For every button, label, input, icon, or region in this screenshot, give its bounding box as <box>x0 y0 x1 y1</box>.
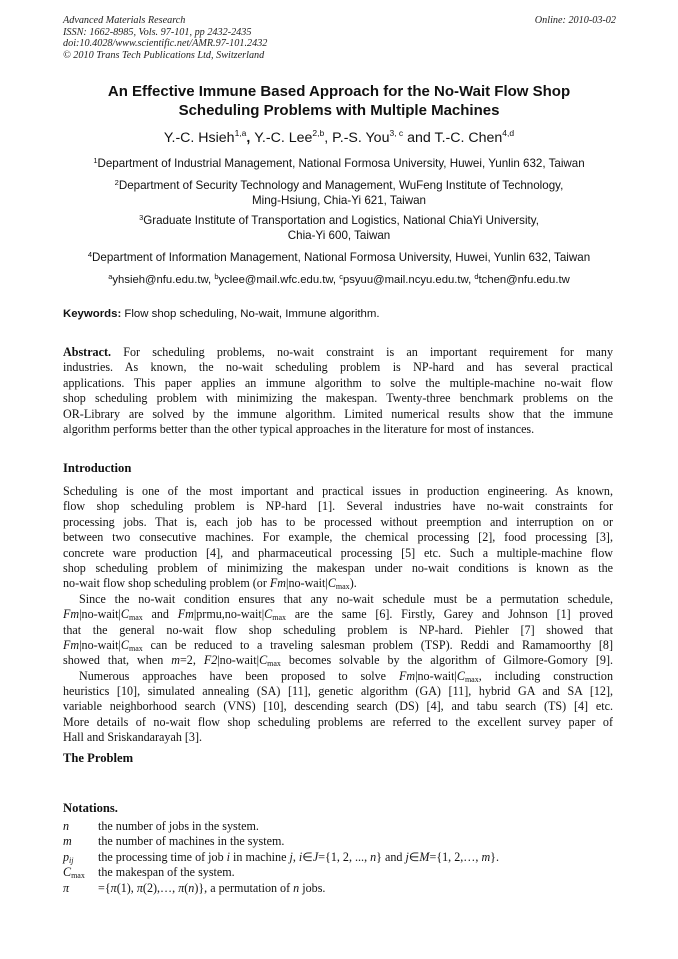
text-run: |no-wait| <box>79 637 121 652</box>
math-symbol: C <box>327 576 336 591</box>
math-symbol: m <box>171 653 180 668</box>
math-symbol: p <box>63 849 70 864</box>
author-sep: , <box>246 130 255 146</box>
text-run: ( <box>184 880 189 895</box>
affiliation-number: 3 <box>139 213 144 222</box>
online-date: Online: 2010-03-02 <box>534 15 616 26</box>
math-symbol: n <box>188 880 195 895</box>
author-name: Y.-C. Hsieh <box>163 130 235 146</box>
author-name: T.-C. Chen <box>434 130 503 146</box>
math-symbol: π <box>178 880 185 895</box>
body-line: variable neighborhood search (VNS) [10], descending search (DS) [4], and tabu search (TS) [4] etc. <box>63 699 613 714</box>
notation-row <box>63 881 623 896</box>
text-run: ∈ <box>302 849 313 864</box>
journal-name: Advanced Materials Research <box>63 15 186 26</box>
math-symbol: C <box>120 607 129 622</box>
notation-description <box>98 881 325 896</box>
math-symbol: C <box>456 668 465 683</box>
math-symbol: C <box>259 653 268 668</box>
body-line: shop scheduling problem of minimizing the makespan under no-wait conditions is known as the <box>63 560 613 575</box>
math-subscript: max <box>71 871 85 881</box>
math-symbol: m <box>481 849 491 864</box>
body-line: Since the no-wait condition ensures that any no-wait schedule must be a permutation schedule, <box>79 591 613 606</box>
affiliation-3 <box>40 214 638 243</box>
author-sep: and <box>403 130 435 146</box>
math-symbol: C <box>120 637 129 652</box>
body-line: that the general no-wait flow shop scheduling problem is NP-hard. Piehler [7] showed that <box>63 622 613 637</box>
title-line-1: An Effective Immune Based Approach for the No-Wait Flow Shop <box>107 83 571 100</box>
introduction-body <box>63 484 613 746</box>
author-sep: , <box>324 130 333 146</box>
abstract-line: OR-Library are solved by the immune algorithm. Limited numerical results show that the immune <box>63 406 613 421</box>
text-run: )}, a permutation of <box>194 880 294 895</box>
notation-symbol <box>63 850 74 865</box>
text-run: , <box>292 849 299 864</box>
math-symbol: n <box>293 880 300 895</box>
text-run: are the same [6]. Firstly, Garey and Johnson [1] proved <box>286 607 613 622</box>
affiliation-number: 4 <box>87 250 93 259</box>
math-symbol: F2 <box>203 653 218 668</box>
text-run: jobs. <box>299 880 326 895</box>
text-run: (2),…, <box>142 880 179 895</box>
affiliation-text: Ming-Hsiung, Chia-Yi 621, Taiwan <box>252 193 426 207</box>
text-run: ∈ <box>408 849 420 864</box>
email-sup: c <box>339 272 343 281</box>
text-run: ={1, 2,…, <box>429 849 482 864</box>
email-sup: b <box>214 272 219 281</box>
author-sup: 4,d <box>502 128 515 138</box>
notation-row <box>63 834 623 849</box>
text-run: the processing time of job <box>98 849 227 864</box>
text-run: (1), <box>116 880 137 895</box>
body-line <box>63 607 613 622</box>
math-subscript: max <box>267 659 281 669</box>
email-sup: d <box>474 272 479 281</box>
body-line: Hall and Sriskandarayah [3]. <box>63 730 203 745</box>
affiliation-text: Graduate Institute of Transportation and Logistics, National ChiaYi University, <box>143 214 539 227</box>
paper-title <box>40 82 638 120</box>
math-symbol: Fm <box>398 668 416 683</box>
text-run: Numerous approaches have been proposed to solve <box>79 668 399 683</box>
math-subscript: max <box>129 643 143 653</box>
text-run: ={ <box>98 880 111 895</box>
affiliation-1 <box>40 157 638 172</box>
body-line: More details of no-wait flow shop scheduling problems are referred to the excellent survey paper of <box>63 714 613 729</box>
email-link[interactable]: yclee@mail.wfc.edu.tw <box>218 274 333 286</box>
notations-heading: Notations. <box>63 801 118 815</box>
abstract <box>63 345 613 437</box>
keywords-text: Flow shop scheduling, No-wait, Immune algorithm. <box>124 308 380 320</box>
body-line: flow shop scheduling problem is NP-hard [1]. Several industries have no-wait constraints for <box>63 499 613 514</box>
section-heading-problem: The Problem <box>63 751 134 765</box>
email-link[interactable]: yhsieh@nfu.edu.tw <box>112 274 209 286</box>
body-line: heuristics [10], simulated annealing (SA) [11], genetic algorithm (GA) [11], hybrid GA and SA [12], <box>63 684 613 699</box>
abstract-line: algorithm performs better than the other typical approaches in the literature for most of instances. <box>63 421 535 436</box>
author-list <box>40 130 638 146</box>
math-symbol: J <box>312 849 319 864</box>
affiliation-2 <box>40 179 638 208</box>
body-line <box>63 576 613 591</box>
text-run: can be reduced to a traveling salesman problem (TSP). Reddi and Ramamoorthy [8] <box>142 637 613 652</box>
email-list: $^a$yhsieh@nfu.edu.tw, $^b$yclee@mail.wfc.edu.tw, $^c$psyuu@mail.ncyu.edu.tw, $^d$tchen@nfu.edu.tw <box>108 272 570 286</box>
affiliation-text: Department of Security Technology and Management, WuFeng Institute of Technology, <box>118 179 564 192</box>
notations-list <box>63 819 623 896</box>
notation-symbol: π <box>63 880 70 895</box>
author-name: Y.-C. Lee <box>254 130 313 146</box>
math-subscript: max <box>335 582 350 592</box>
section-heading-introduction: Introduction <box>63 461 132 475</box>
text-run: showed that, when <box>63 653 172 668</box>
text-run: ={1, 2, ..., <box>318 849 371 864</box>
text-run: ). <box>349 576 357 591</box>
math-subscript: max <box>272 613 287 623</box>
email-sup: a <box>108 272 113 281</box>
text-run: and <box>142 607 178 622</box>
math-symbol: π <box>110 880 117 895</box>
body-line <box>63 669 613 684</box>
math-symbol: Fm <box>63 637 80 652</box>
text-run: |no-wait| <box>415 668 457 683</box>
copyright-line: © 2010 Trans Tech Publications Ltd, Switzerland <box>63 49 265 61</box>
text-run: becomes solvable by the algorithm of Gilmore-Gomory [9]. <box>280 653 613 668</box>
math-symbol: π <box>136 880 143 895</box>
math-symbol: j <box>289 849 293 864</box>
body-line: between two consecutive machines. For example, the chemical processing [2], food processing [3], <box>63 530 613 545</box>
math-symbol: i <box>298 849 303 864</box>
affiliation-number: 1 <box>93 156 98 165</box>
notation-description: the makespan of the system. <box>98 865 235 880</box>
text-run: |no-wait| <box>286 576 328 591</box>
abstract-line: industries. As known, the no-wait scheduling problem is NP-hard and has several practical <box>63 360 613 375</box>
author-sup: 3, c <box>389 128 404 138</box>
doi-line: doi:10.4028/www.scientific.net/AMR.97-101.2432 <box>63 38 268 50</box>
notation-row <box>63 819 623 834</box>
text-run: , including construction <box>478 668 613 683</box>
math-subscript: ij <box>69 855 74 865</box>
math-symbol: j <box>405 849 409 864</box>
body-line: concrete ware production [4], and pharmaceutical processing [5] etc. Such a multiple-machine flow <box>63 545 613 560</box>
abstract-label: Abstract. <box>63 345 112 359</box>
math-symbol: n <box>370 849 377 864</box>
journal-metadata <box>63 15 267 61</box>
text-run: |no-wait| <box>79 607 121 622</box>
keywords-label: Keywords: <box>63 308 122 320</box>
email-link[interactable]: psyuu@mail.ncyu.edu.tw <box>342 274 469 286</box>
text-run: |no-wait| <box>217 653 260 668</box>
math-symbol: C <box>63 865 72 880</box>
affiliation-4 <box>40 251 638 266</box>
math-subscript: max <box>129 613 143 623</box>
math-symbol: Fm <box>269 576 287 591</box>
notation-symbol: m <box>63 834 72 849</box>
math-symbol: C <box>264 607 273 622</box>
author-sup: 2,b <box>312 128 325 138</box>
notation-description <box>98 850 499 865</box>
text-run: in machine <box>230 849 290 864</box>
notation-symbol <box>63 865 85 880</box>
math-symbol: Fm <box>177 607 194 622</box>
body-line: Scheduling is one of the most important and practical issues in production engineering. As known, <box>63 484 613 498</box>
abstract-line: For scheduling problems, no-wait constraint is an important requirement for many <box>123 345 613 359</box>
text-run: } and <box>376 849 406 864</box>
math-symbol: i <box>226 849 231 864</box>
body-line <box>63 653 613 668</box>
text-run: }. <box>490 849 500 864</box>
notation-description: the number of jobs in the system. <box>98 819 259 833</box>
math-subscript: max <box>464 674 479 684</box>
abstract-line: shop scheduling problem with minimizing the makespan. Twenty-three benchmark problems on the <box>63 391 613 406</box>
affiliation-number: 2 <box>114 178 119 187</box>
notation-description: the number of machines in the system. <box>98 834 285 849</box>
email-link[interactable]: tchen@nfu.edu.tw <box>478 274 570 286</box>
text-run: |prmu,no-wait| <box>193 607 265 622</box>
math-symbol: Fm <box>63 607 80 622</box>
notation-row <box>63 850 623 865</box>
body-line <box>63 638 613 653</box>
notation-row <box>63 865 623 880</box>
abstract-line: applications. This paper applies an immune algorithm to solve the multiple-machine no-wait flow <box>63 375 613 390</box>
keywords <box>63 308 380 320</box>
body-line: processing jobs. That is, each job has to be processed without preemption and interruption on or <box>63 514 613 529</box>
math-symbol: M <box>419 849 430 864</box>
title-line-2: Scheduling Problems with Multiple Machines <box>178 102 500 119</box>
text-run: no-wait flow shop scheduling problem (or <box>63 576 270 591</box>
text-run: =2, <box>179 653 204 668</box>
notation-symbol: n <box>63 819 70 833</box>
issn-line: ISSN: 1662-8985, Vols. 97-101, pp 2432-2435 <box>63 26 252 38</box>
author-sup: 1,a <box>234 128 247 138</box>
author-name: P.-S. You <box>332 130 390 146</box>
affiliation-text: Chia-Yi 600, Taiwan <box>287 228 391 242</box>
affiliation-text: Department of Information Management, National Formosa University, Huwei, Yunlin 632, Taiwan <box>92 251 591 264</box>
affiliation-text: Department of Industrial Management, National Formosa University, Huwei, Yunlin 632, Taiwan <box>97 157 585 170</box>
